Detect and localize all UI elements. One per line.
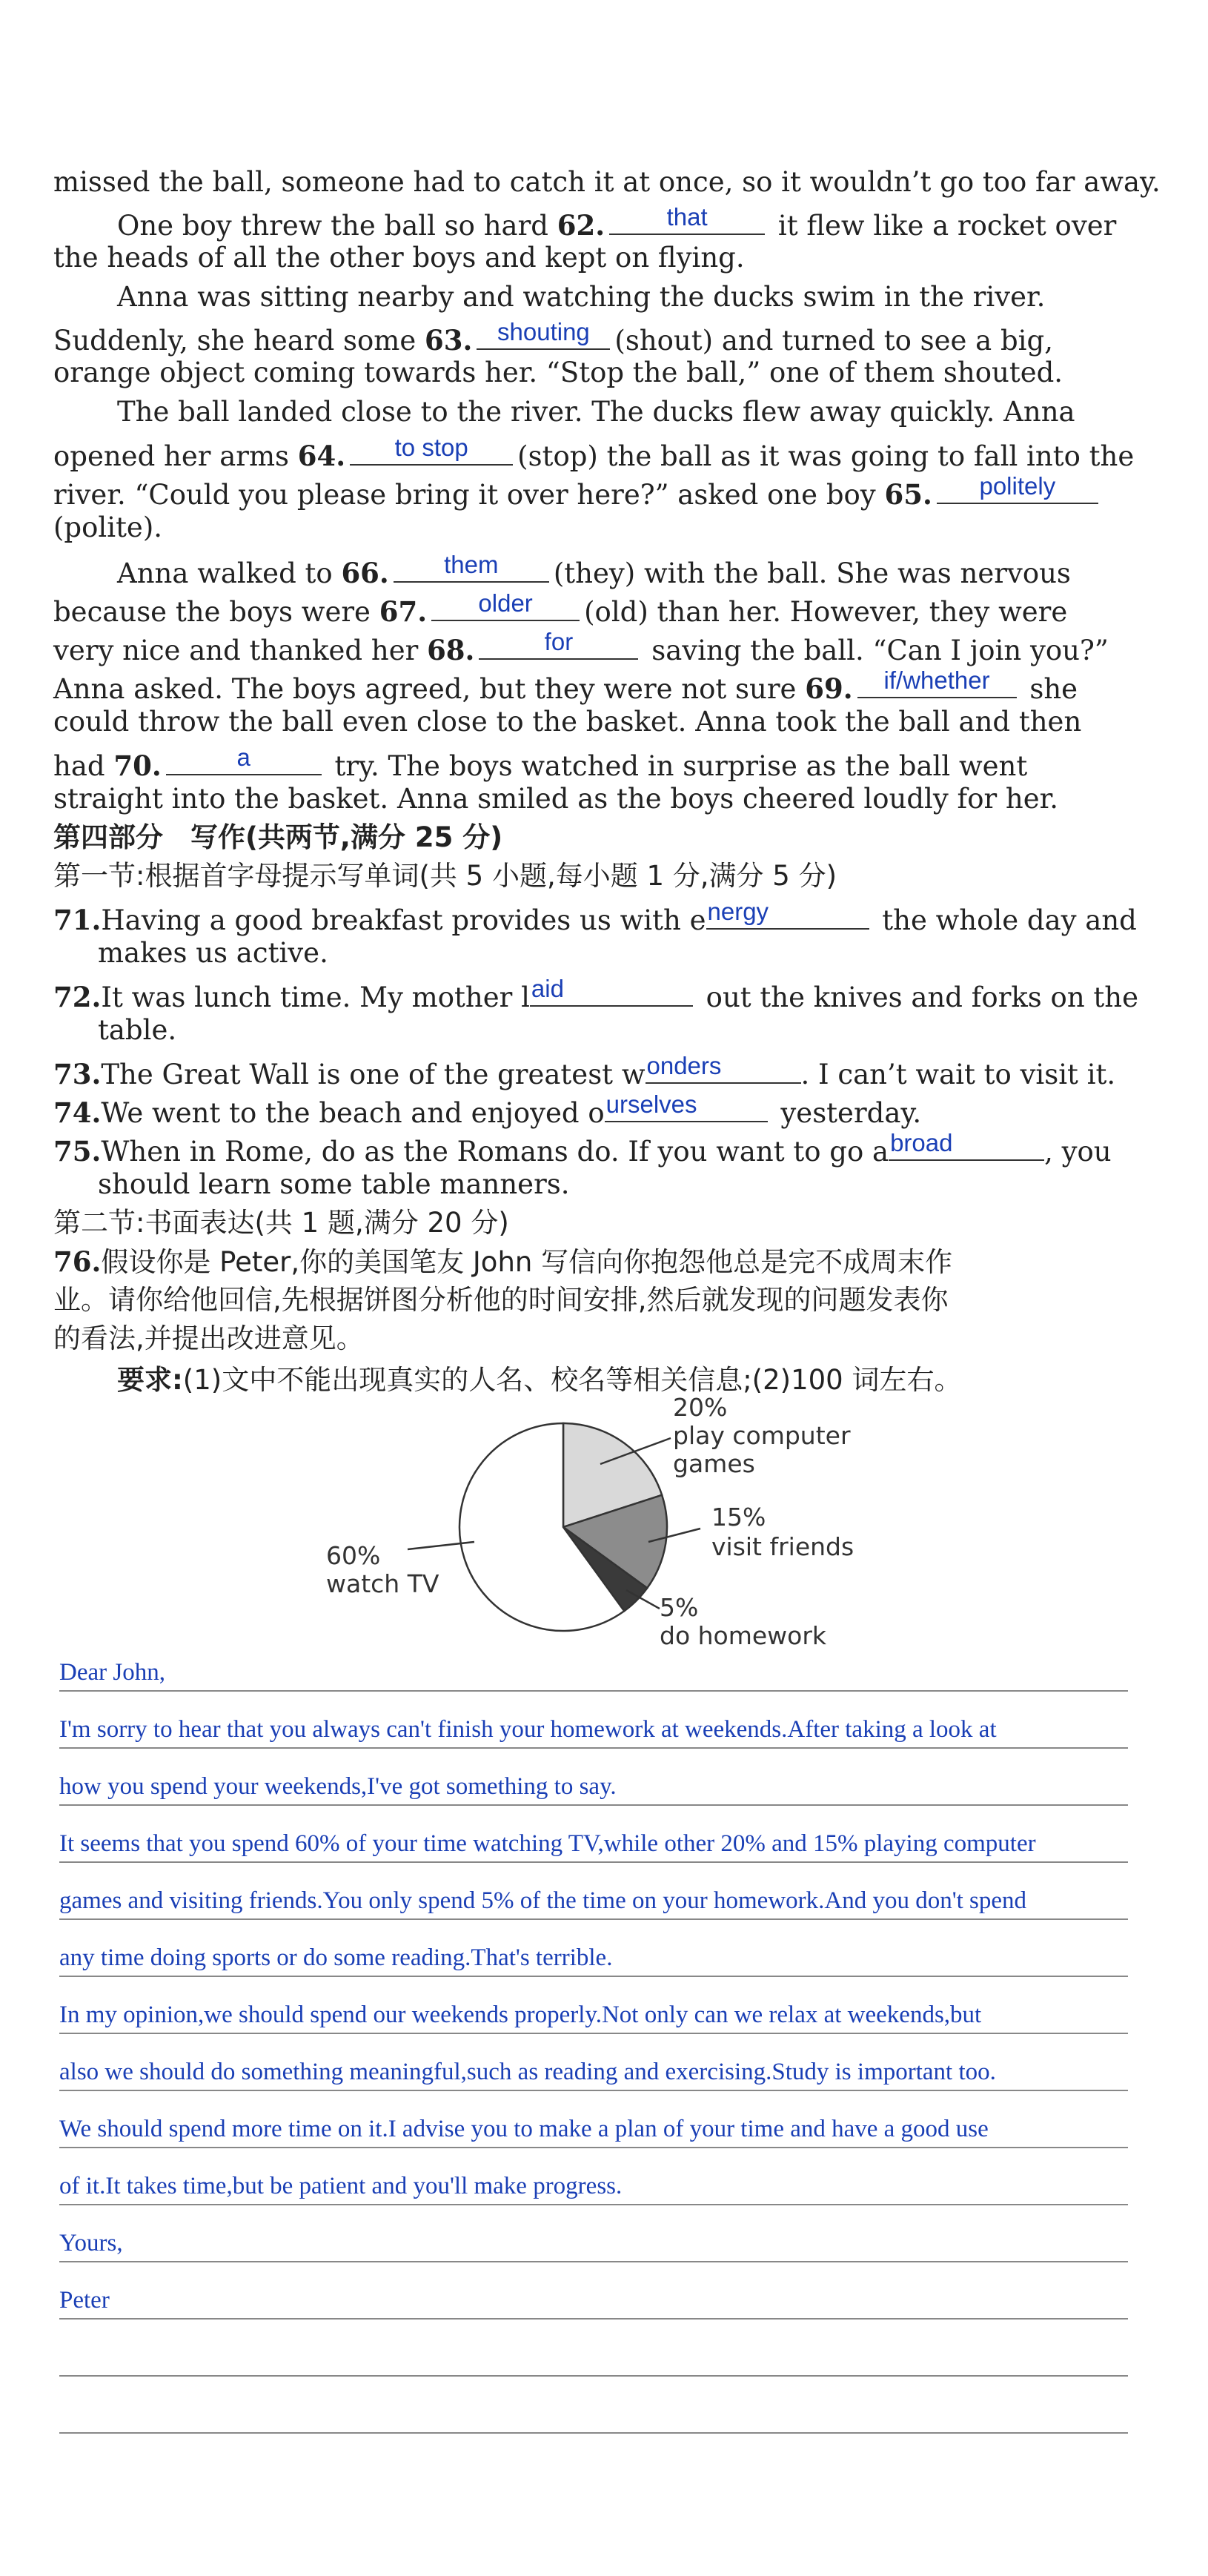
question-number-66: 66. [341, 557, 389, 589]
requirements-text: (1)文中不能出现真实的人名、校名等相关信息;(2)100 词左右。 [182, 1364, 962, 1396]
question-text: We went to the beach and enjoyed o [101, 1097, 605, 1129]
question-75-cont: should learn some table manners. [98, 1168, 570, 1200]
answer-75: broad [890, 1129, 953, 1156]
answer-blank-73[interactable] [646, 1050, 801, 1084]
answer-71: nergy [707, 898, 769, 925]
answer-blank-67[interactable] [431, 587, 580, 621]
essay-line: Peter [59, 2287, 110, 2314]
passage-text: very nice and thanked her [53, 635, 419, 666]
writing-rule-line [59, 2375, 1128, 2377]
question-76-cont: 业。请你给他回信,先根据饼图分析他的时间安排,然后就发现的问题发表你 [53, 1284, 949, 1316]
passage-text: she [1029, 673, 1078, 705]
writing-rule-line [59, 2261, 1128, 2262]
pie-chart [296, 1394, 904, 1661]
answer-blank-69[interactable] [857, 664, 1017, 698]
requirements-label: 要求: [117, 1364, 183, 1396]
passage-line [53, 664, 1126, 709]
question-74 [53, 1088, 1126, 1133]
answer-69: if/whether [883, 666, 990, 694]
answer-blank-72[interactable] [530, 973, 693, 1007]
section1-title: 第一节:根据首字母提示写单词(共 5 小题,每小题 1 分,满分 5 分) [53, 860, 837, 892]
passage-text: (old) than her. However, they were [584, 596, 1068, 628]
essay-line: Dear John, [59, 1659, 165, 1686]
writing-rule-line [59, 1918, 1128, 1920]
question-text: out the knives and forks on the [706, 981, 1139, 1013]
essay-line: We should spend more time on it.I advise you to make a plan of your time and have a good use [59, 2116, 989, 2142]
answer-66: them [444, 551, 499, 578]
passage-line [53, 470, 1126, 514]
passage-line [53, 626, 1126, 670]
section2-title: 第二节:书面表达(共 1 题,满分 20 分) [53, 1207, 509, 1239]
passage-line [53, 741, 1126, 786]
passage-line: orange object coming towards her. “Stop the ball,” one of them shouted. [53, 357, 1063, 388]
passage-text: (stop) the ball as it was going to fall into the [517, 440, 1135, 472]
answer-64: to stop [394, 434, 468, 461]
writing-rule-line [59, 1861, 1128, 1863]
passage-line: the heads of all the other boys and kept on flying. [53, 242, 745, 274]
passage-text: Suddenly, she heard some [53, 325, 417, 357]
essay-line: also we should do something meaningful,such as reading and exercising.Study is important too. [59, 2059, 996, 2085]
passage-line: Anna was sitting nearby and watching the ducks swim in the river. [117, 281, 1046, 313]
question-number-76: 76. [53, 1245, 102, 1278]
question-number-65: 65. [884, 478, 932, 511]
question-text: . I can’t wait to visit it. [800, 1059, 1116, 1090]
question-72 [53, 973, 1139, 1017]
passage-text: try. The boys watched in surprise as the ball went [334, 750, 1028, 782]
passage-text: because the boys were [53, 596, 371, 628]
question-71-cont: makes us active. [98, 937, 328, 969]
passage-text: had [53, 750, 105, 782]
passage-text: One boy threw the ball so hard [117, 210, 548, 242]
essay-line: of it.It takes time,but be patient and you'll make progress. [59, 2173, 623, 2199]
answer-blank-64[interactable] [350, 431, 513, 466]
writing-rule-line [59, 1804, 1128, 1806]
essay-line: In my opinion,we should spend our weekends properly.Not only can we relax at weekends,but [59, 2001, 982, 2028]
label-tv: watch TV [326, 1569, 439, 1598]
question-number-63: 63. [425, 324, 473, 357]
question-text: The Great Wall is one of the greatest w [101, 1059, 646, 1090]
essay-line: how you spend your weekends,I've got something to say. [59, 1773, 617, 1800]
question-number-73: 73. [53, 1058, 102, 1090]
writing-rule-line [59, 1976, 1128, 1977]
part4-title: 第四部分 写作(共两节,满分 25 分) [53, 821, 503, 853]
answer-blank-70[interactable] [166, 741, 322, 775]
answer-63: shouting [497, 318, 590, 345]
question-number-71: 71. [53, 904, 102, 936]
question-73 [53, 1050, 1126, 1094]
label-games-1: play computer [673, 1421, 851, 1450]
writing-rule-line [59, 2318, 1128, 2320]
question-text: , you [1044, 1136, 1112, 1168]
answer-blank-71[interactable] [706, 895, 869, 930]
label-tv-pct: 60% [326, 1541, 381, 1570]
answer-blank-66[interactable] [394, 549, 549, 583]
passage-line [53, 431, 1135, 476]
answer-blank-68[interactable] [479, 626, 638, 660]
answer-blank-63[interactable] [477, 316, 610, 350]
question-number-74: 74. [53, 1096, 102, 1129]
label-friends: visit friends [711, 1532, 854, 1561]
label-friends-pct: 15% [711, 1503, 766, 1532]
question-text: When in Rome, do as the Romans do. If you want to go a [101, 1136, 889, 1168]
essay-line: any time doing sports or do some reading.That's terrible. [59, 1944, 613, 1971]
label-games-pct: 20% [673, 1394, 728, 1422]
passage-text: Anna walked to [117, 557, 333, 589]
answer-blank-75[interactable] [889, 1127, 1044, 1161]
answer-blank-65[interactable] [937, 470, 1098, 504]
answer-67: older [478, 589, 533, 617]
writing-rule-line [59, 2432, 1128, 2434]
writing-rule-line [59, 1747, 1128, 1749]
passage-text: (they) with the ball. She was nervous [553, 557, 1071, 589]
passage-line: (polite). [53, 511, 163, 543]
question-number-64: 64. [297, 440, 346, 472]
answer-blank-74[interactable] [605, 1088, 768, 1122]
question-72-cont: table. [98, 1014, 177, 1046]
question-number-67: 67. [379, 595, 428, 628]
passage-line [117, 549, 1126, 593]
passage-text: opened her arms [53, 440, 290, 472]
writing-rule-line [59, 2147, 1128, 2148]
writing-rule-line [59, 1690, 1128, 1692]
question-number-70: 70. [113, 749, 162, 782]
essay-line: It seems that you spend 60% of your time watching TV,while other 20% and 15% playing computer [59, 1830, 1036, 1857]
essay-line: I'm sorry to hear that you always can't finish your homework at weekends.After taking a look at [59, 1716, 997, 1743]
question-number-69: 69. [805, 672, 853, 705]
question-text: It was lunch time. My mother l [101, 981, 530, 1013]
question-75 [53, 1127, 1126, 1171]
answer-74: urselves [605, 1090, 697, 1118]
passage-line: missed the ball, someone had to catch it at once, so it wouldn’t go too far away. [53, 166, 1161, 198]
label-homework: do homework [660, 1621, 827, 1650]
passage-line: straight into the basket. Anna smiled as the boys cheered loudly for her. [53, 783, 1059, 815]
essay-line: Yours, [59, 2230, 123, 2257]
passage-text: saving the ball. “Can I join you?” [651, 635, 1109, 666]
writing-rule-line [59, 2204, 1128, 2205]
passage-line: could throw the ball even close to the basket. Anna took the ball and then [53, 706, 1082, 738]
passage-text: it flew like a rocket over [777, 210, 1117, 242]
writing-rule-line [59, 2033, 1128, 2034]
question-76 [53, 1242, 1126, 1282]
answer-70: a [236, 744, 250, 771]
question-71 [53, 895, 1137, 940]
question-text: Having a good breakfast provides us with e [101, 904, 706, 936]
question-text: 假设你是 Peter,你的美国笔友 John 写信向你抱怨他总是完不成周末作 [101, 1246, 953, 1278]
writing-rule-line [59, 2090, 1128, 2091]
passage-text: river. “Could you please bring it over here?” asked one boy [53, 479, 876, 511]
label-homework-pct: 5% [660, 1593, 699, 1622]
question-number-72: 72. [53, 981, 102, 1013]
passage-text: (shout) and turned to see a big, [614, 325, 1053, 357]
question-text: yesterday. [780, 1097, 922, 1129]
answer-68: for [544, 628, 574, 655]
essay-line: games and visiting friends.You only spend 5% of the time on your homework.And you don't spend [59, 1887, 1027, 1914]
passage-text: Anna asked. The boys agreed, but they were not sure [53, 673, 797, 705]
label-games-2: games [673, 1449, 755, 1478]
answer-73: onders [646, 1052, 722, 1079]
question-76-cont: 的看法,并提出改进意见。 [53, 1322, 364, 1354]
passage-line [53, 587, 1126, 632]
passage-line: The ball landed close to the river. The ducks flew away quickly. Anna [117, 396, 1075, 428]
answer-blank-62[interactable] [609, 201, 765, 235]
question-number-68: 68. [427, 634, 475, 666]
answer-72: aid [531, 975, 564, 1002]
question-number-62: 62. [557, 209, 605, 242]
question-number-75: 75. [53, 1135, 102, 1168]
answer-62: that [666, 203, 708, 231]
question-text: the whole day and [882, 904, 1137, 936]
answer-65: politely [979, 472, 1056, 500]
